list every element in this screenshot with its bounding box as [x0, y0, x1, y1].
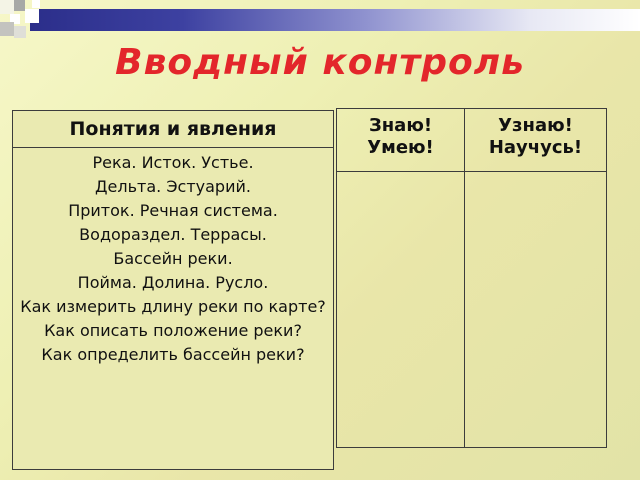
decor-square — [32, 0, 40, 8]
header-gradient-bar — [30, 9, 640, 31]
concept-item: Как измерить длину реки по карте? — [20, 297, 326, 316]
concepts-header: Понятия и явления — [13, 111, 333, 148]
know-can-header: Знаю! Умею! — [337, 109, 465, 171]
self-assessment-header-row — [337, 109, 606, 172]
concept-item: Бассейн реки. — [113, 249, 233, 268]
know-can-cell[interactable] — [337, 172, 465, 447]
concept-item: Водораздел. Террасы. — [79, 225, 267, 244]
concept-item: Как определить бассейн реки? — [41, 345, 305, 364]
decor-square — [0, 0, 14, 14]
learn-header: Узнаю! Научусь! — [488, 115, 583, 158]
concepts-list — [13, 148, 333, 366]
concepts-table — [12, 110, 334, 470]
learn-cell[interactable] — [465, 172, 606, 447]
self-assessment-body-row — [337, 172, 606, 447]
concept-item: Река. Исток. Устье. — [92, 153, 254, 172]
concept-item: Как описать положение реки? — [44, 321, 302, 340]
decor-square — [14, 26, 26, 38]
decor-square — [14, 0, 25, 11]
decor-square — [0, 22, 14, 36]
slide-title: Вводный контроль — [115, 42, 525, 83]
concept-item: Пойма. Долина. Русло. — [77, 273, 269, 292]
concept-item: Дельта. Эстуарий. — [95, 177, 251, 196]
decor-square — [25, 9, 39, 23]
concept-item: Приток. Речная система. — [68, 201, 278, 220]
self-assessment-table — [336, 108, 607, 448]
